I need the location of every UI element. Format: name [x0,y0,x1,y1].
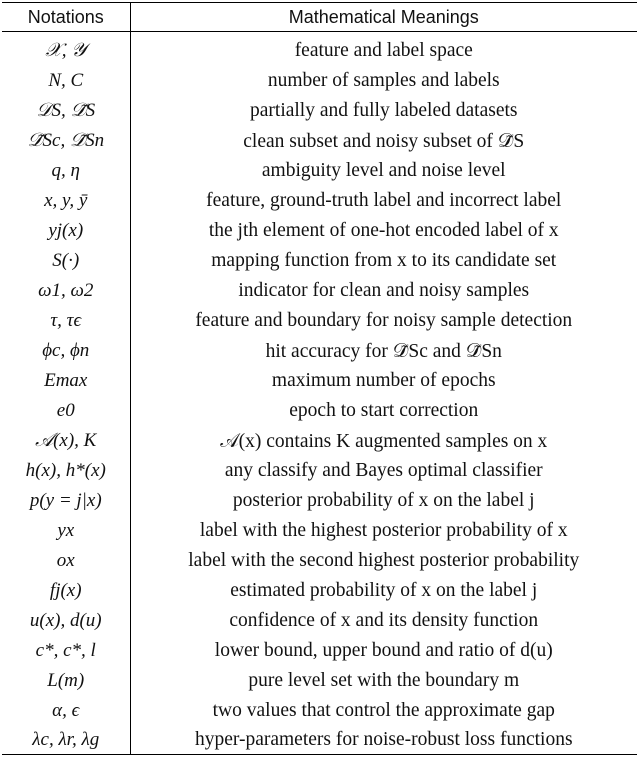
table-row [2,336,637,366]
table-row [2,726,637,755]
notation-cell: ω1, ω2 [2,276,130,306]
notation-cell: q, η [2,156,130,186]
meaning-cell: any classify and Bayes optimal classifier [224,460,543,481]
table-row [2,456,637,486]
meaning-cell: feature, ground-truth label and incorrect label [206,190,562,211]
notation-cell: ox [2,546,130,576]
notation-cell: S(·) [2,246,130,276]
meaning-cell: lower bound, upper bound and ratio of d(u) [214,640,553,661]
notation-cell: ϕc, ϕn [2,336,130,366]
notation-cell: N, C [2,66,130,96]
table-body [2,32,637,755]
notation-cell: c*, c*, l [2,636,130,666]
meaning-cell: confidence of x and its density function [229,610,539,631]
header-meanings: Mathematical Meanings [130,3,637,32]
notation-cell: L(m) [2,666,130,696]
meaning-cell: feature and boundary for noisy sample detection [195,310,573,331]
meaning-cell: mapping function from x to its candidate set [211,250,557,271]
table-row [2,486,637,516]
notation-cell: p(y = j|x) [2,486,130,516]
meaning-cell: label with the highest posterior probability of x [199,520,568,541]
table-row [2,216,637,246]
meaning-cell: indicator for clean and noisy samples [238,280,530,301]
notation-cell: α, ϵ [2,696,130,726]
notation-cell: e0 [2,396,130,426]
header-row [2,3,637,32]
table-row [2,636,637,666]
meaning-cell: number of samples and labels [267,70,500,91]
table-row [2,396,637,426]
meaning-cell: feature and label space [294,40,473,61]
meaning-cell: 𝒜(x) contains K augmented samples on x [220,430,548,452]
table-row [2,666,637,696]
meaning-cell: label with the second highest posterior probability [188,550,580,571]
meaning-cell: ambiguity level and noise level [261,160,506,181]
table-row [2,546,637,576]
header-notations: Notations [2,3,130,32]
table-row [2,66,637,96]
table-row [2,306,637,336]
notation-cell: x, y, ȳ [2,186,130,216]
table-row [2,426,637,456]
meaning-cell: the jth element of one-hot encoded label of x [208,220,559,241]
meaning-cell: posterior probability of x on the label j [232,490,535,511]
table-row [2,156,637,186]
table-row [2,366,637,396]
notation-cell: 𝒳, 𝒴 [2,36,130,66]
notation-cell: u(x), d(u) [2,606,130,636]
meaning-cell: hit accuracy for 𝒟̃Sc and 𝒟̃Sn [265,340,502,362]
meaning-cell: pure level set with the boundary m [248,670,520,691]
table-row [2,516,637,546]
notation-cell: λc, λr, λg [2,726,130,755]
notation-cell: Emax [2,366,130,396]
notation-cell: τ, τϵ [2,306,130,336]
notation-cell: yj(x) [2,216,130,246]
meaning-cell: epoch to start correction [289,400,479,421]
table-row [2,246,637,276]
notation-cell: h(x), h*(x) [2,456,130,486]
table-row [2,576,637,606]
table-row [2,186,637,216]
notation-table [2,2,637,755]
notation-cell: 𝒟S, 𝒟̃S [2,96,130,126]
notation-cell: fj(x) [2,576,130,606]
table-row [2,696,637,726]
meaning-cell: partially and fully labeled datasets [250,100,518,121]
table-row [2,276,637,306]
meaning-cell: maximum number of epochs [271,370,496,391]
notation-cell: yx [2,516,130,546]
meaning-cell: estimated probability of x on the label j [230,580,538,601]
notation-cell: 𝒟̃Sc, 𝒟̃Sn [2,126,130,156]
table-row [2,126,637,156]
meaning-cell: clean subset and noisy subset of 𝒟̃S [243,130,525,152]
meaning-cell: hyper-parameters for noise-robust loss functions [130,726,637,755]
meaning-cell: two values that control the approximate gap [212,700,555,721]
table-row [2,606,637,636]
table-row [2,96,637,126]
table-row [2,36,637,66]
notation-cell: 𝒜(x), K [2,426,130,456]
